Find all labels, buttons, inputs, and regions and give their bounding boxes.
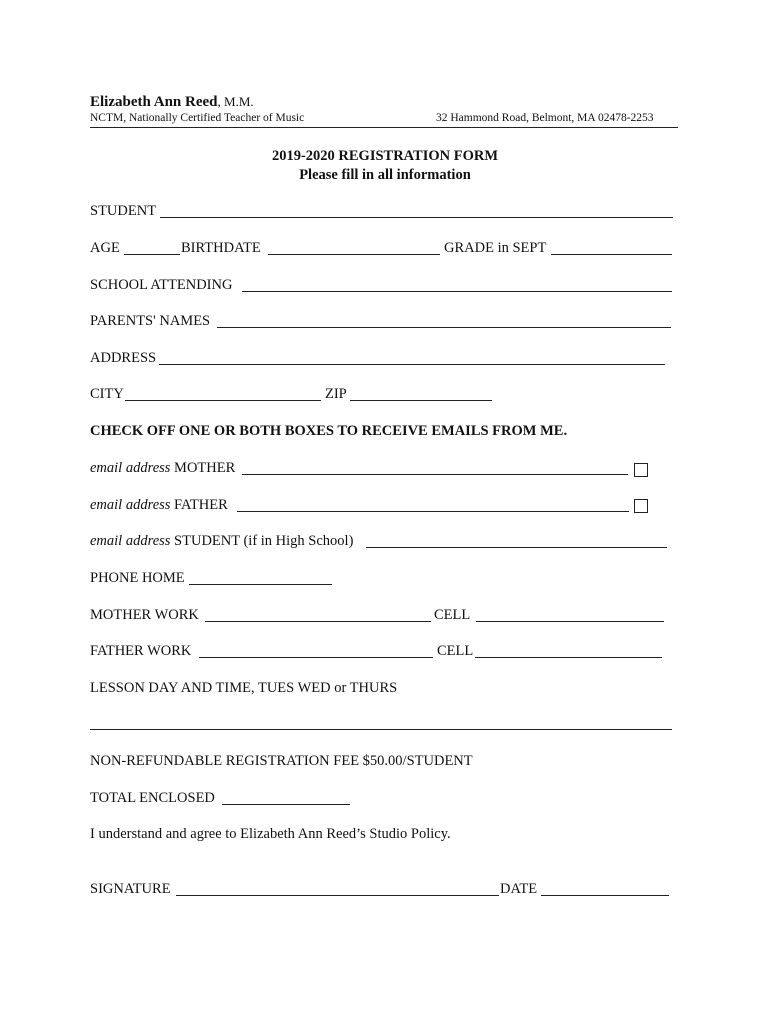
- teacher-name: [90, 94, 254, 111]
- agreement-text: I understand and agree to Elizabeth Ann Reed’s Studio Policy.: [90, 826, 451, 842]
- mother-cell-field[interactable]: [476, 621, 664, 622]
- mother-work-label: MOTHER WORK: [90, 607, 199, 623]
- email-mother-field[interactable]: [242, 474, 628, 475]
- email-father-text: FATHER: [170, 497, 228, 513]
- total-field[interactable]: [222, 804, 350, 805]
- email-father-checkbox[interactable]: [634, 499, 648, 513]
- email-mother-prefix: email address: [90, 460, 171, 476]
- mother-work-field[interactable]: [205, 621, 431, 622]
- parents-label: PARENTS' NAMES: [90, 313, 211, 329]
- zip-label: ZIP: [325, 386, 347, 402]
- form-title: 2019-2020 REGISTRATION FORM: [271, 148, 499, 164]
- date-field[interactable]: [541, 895, 669, 896]
- lesson-field[interactable]: [90, 729, 672, 730]
- email-father-label: [90, 497, 228, 514]
- father-work-label: FATHER WORK: [90, 643, 192, 659]
- lesson-label: LESSON DAY AND TIME, TUES WED or THURS: [90, 680, 398, 696]
- teacher-degree: , M.M.: [217, 94, 254, 109]
- teacher-name-text: Elizabeth Ann Reed: [90, 94, 218, 110]
- student-label: STUDENT: [90, 203, 157, 219]
- email-student-label: [90, 533, 353, 550]
- birthdate-field[interactable]: [268, 254, 440, 255]
- phone-home-field[interactable]: [189, 584, 332, 585]
- school-field[interactable]: [242, 291, 672, 292]
- grade-label: GRADE in SEPT: [444, 240, 547, 256]
- signature-field[interactable]: [176, 895, 499, 896]
- teacher-certification: NCTM, Nationally Certified Teacher of Music: [90, 112, 305, 124]
- zip-field[interactable]: [350, 400, 492, 401]
- email-instruction: CHECK OFF ONE OR BOTH BOXES TO RECEIVE EMAILS FROM ME.: [90, 423, 568, 439]
- grade-field[interactable]: [551, 254, 672, 255]
- school-label: SCHOOL ATTENDING: [90, 277, 233, 293]
- parents-field[interactable]: [217, 327, 671, 328]
- student-field[interactable]: [160, 217, 673, 218]
- header-rule: [90, 127, 678, 128]
- email-mother-checkbox[interactable]: [634, 463, 648, 477]
- fee-text: NON-REFUNDABLE REGISTRATION FEE $50.00/STUDENT: [90, 753, 473, 769]
- email-father-field[interactable]: [237, 511, 629, 512]
- email-student-text: STUDENT (if in High School): [170, 533, 354, 549]
- email-student-prefix: email address: [90, 533, 171, 549]
- city-label: CITY: [90, 386, 124, 402]
- address-label: ADDRESS: [90, 350, 157, 366]
- address-field[interactable]: [159, 364, 665, 365]
- email-student-field[interactable]: [366, 547, 667, 548]
- email-mother-text: MOTHER: [170, 460, 236, 476]
- email-father-prefix: email address: [90, 497, 171, 513]
- phone-home-label: PHONE HOME: [90, 570, 185, 586]
- father-work-field[interactable]: [199, 657, 433, 658]
- total-label: TOTAL ENCLOSED: [90, 790, 215, 806]
- mother-cell-label: CELL: [434, 607, 471, 623]
- signature-label: SIGNATURE: [90, 881, 171, 897]
- age-field[interactable]: [124, 254, 180, 255]
- city-field[interactable]: [125, 400, 321, 401]
- birthdate-label: BIRTHDATE: [181, 240, 261, 256]
- form-subtitle: Please fill in all information: [299, 167, 471, 183]
- email-mother-label: [90, 460, 235, 477]
- father-cell-field[interactable]: [475, 657, 662, 658]
- age-label: AGE: [90, 240, 120, 256]
- teacher-address: 32 Hammond Road, Belmont, MA 02478-2253: [436, 112, 654, 124]
- date-label: DATE: [500, 881, 538, 897]
- father-cell-label: CELL: [437, 643, 474, 659]
